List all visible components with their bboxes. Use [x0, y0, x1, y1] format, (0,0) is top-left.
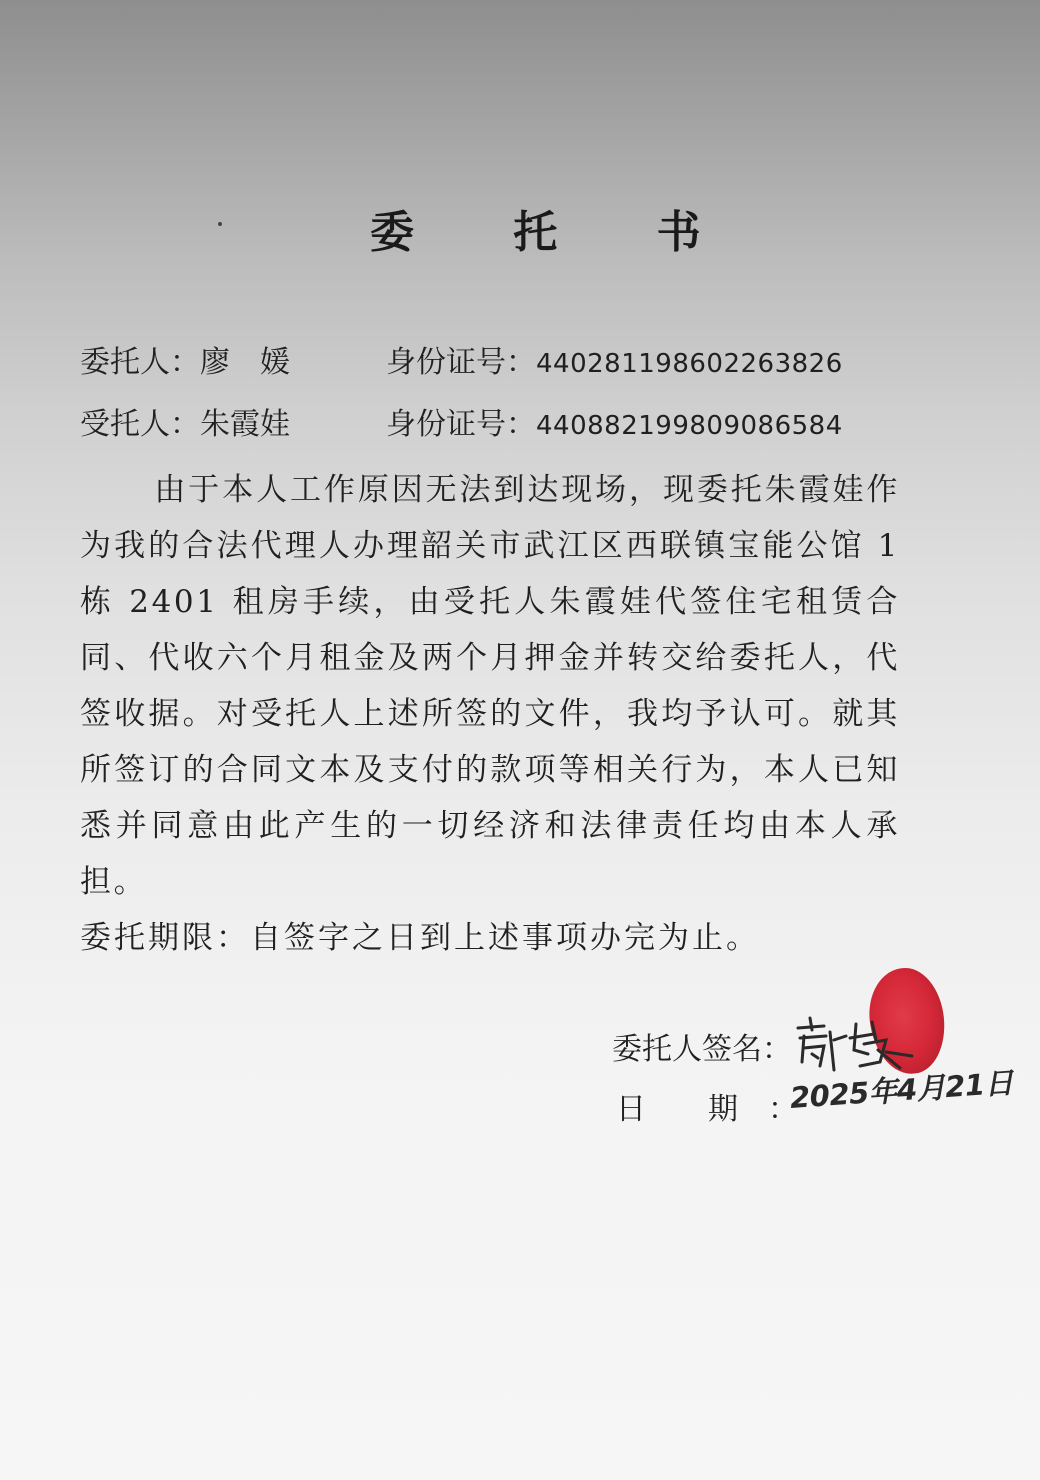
agent-id-number: 440882199809086584 — [536, 411, 843, 441]
agent-label: 受托人： — [80, 407, 200, 442]
signature-label: 委托人签名： — [612, 1032, 792, 1067]
agent-id-row — [386, 407, 843, 442]
handwritten-date: 2025年4月21日 — [788, 1065, 1014, 1115]
agent-row — [80, 407, 290, 442]
principal-row — [80, 345, 290, 380]
principal-id-row — [386, 345, 843, 380]
date-label-part-1: 日 — [616, 1092, 646, 1127]
entrust-period: 委托期限：自签字之日到上述事项办完为止。 — [80, 920, 760, 956]
principal-id-number: 440281198602263826 — [536, 349, 843, 379]
date-label — [616, 1084, 798, 1128]
body-paragraph: 由于本人工作原因无法到达现场，现委托朱霞娃作为我的合法代理人办理韶关市武江区西联镇宝能公馆 1 栋 2401 租房手续，由受托人朱霞娃代签住宅租赁合同、代收六个月租金及两个月押金并转交给委托人，代签收据。对受托人上述所签的文件，我均予认可。就其所签订的合同文本及支付的款项等相关行为，本人已知悉并同意由此产生的一切经济和法律责任均由本人承担。 — [80, 472, 900, 900]
agent-id-label: 身份证号： — [386, 407, 536, 442]
principal-name: 廖 媛 — [200, 345, 290, 380]
document-title: 委 托 书 — [370, 207, 743, 258]
principal-id-label: 身份证号： — [386, 345, 536, 380]
agent-name: 朱霞娃 — [200, 407, 290, 442]
principal-label: 委托人： — [80, 345, 200, 380]
paper-speck — [218, 222, 222, 226]
date-label-part-2: 期 ： — [708, 1092, 798, 1127]
